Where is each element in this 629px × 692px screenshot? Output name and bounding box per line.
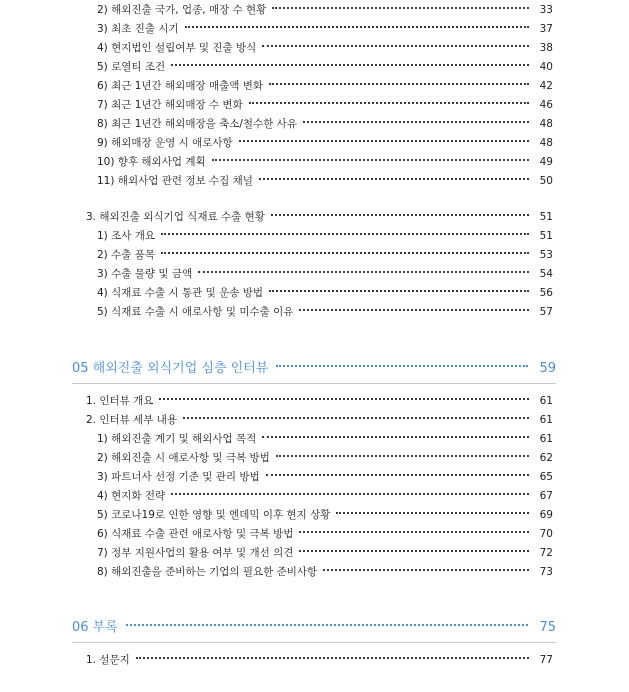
dot-leader — [272, 7, 529, 9]
toc-page-number: 61 — [539, 395, 553, 407]
dot-leader — [269, 290, 529, 292]
toc-entry-label: 4) 현지화 전략 — [97, 490, 166, 502]
dot-leader — [299, 550, 529, 552]
toc-page-number: 69 — [539, 509, 553, 521]
toc-entry[interactable] — [97, 174, 553, 188]
toc-entry[interactable] — [86, 413, 553, 427]
toc-page-number: 57 — [539, 306, 553, 318]
toc-page-number: 62 — [539, 452, 553, 464]
toc-entry[interactable] — [97, 79, 553, 93]
toc-entry-label: 5) 로열티 조건 — [97, 61, 166, 73]
dot-leader — [212, 159, 529, 161]
toc-entry-label: 2) 수출 품목 — [97, 249, 156, 261]
toc-section-heading[interactable] — [72, 620, 556, 636]
toc-entry[interactable] — [97, 117, 553, 131]
toc-entry-label: 3) 파트너사 선정 기준 및 관리 방법 — [97, 471, 260, 483]
toc-page-number: 37 — [539, 23, 553, 35]
toc-entry-label: 8) 최근 1년간 해외매장을 축소/철수한 사유 — [97, 118, 297, 130]
toc-page-number: 75 — [539, 620, 556, 635]
toc-entry[interactable] — [97, 508, 553, 522]
toc-entry[interactable] — [97, 22, 553, 36]
toc-entry-label: 5) 식재료 수출 시 애로사항 및 미수출 이유 — [97, 306, 294, 318]
toc-entry[interactable] — [97, 136, 553, 150]
dot-leader — [198, 271, 529, 273]
toc-entry-label: 3) 최초 진출 시기 — [97, 23, 179, 35]
toc-entry[interactable] — [97, 155, 553, 169]
toc-section-heading[interactable] — [72, 361, 556, 377]
toc-entry[interactable] — [97, 451, 553, 465]
toc-entry-label: 10) 향후 해외사업 계획 — [97, 156, 206, 168]
toc-entry[interactable] — [97, 565, 553, 579]
section-divider — [72, 383, 556, 384]
toc-entry-label: 6) 최근 1년간 해외매장 매출액 변화 — [97, 80, 264, 92]
toc-entry-label: 1) 해외진출 계기 및 해외사업 목적 — [97, 433, 257, 445]
toc-entry[interactable] — [86, 394, 553, 408]
dot-leader — [299, 309, 529, 311]
dot-leader — [159, 398, 529, 400]
toc-entry-label: 4) 현지법인 설립여부 및 진출 방식 — [97, 42, 257, 54]
toc-page-number: 67 — [539, 490, 553, 502]
toc-entry[interactable] — [86, 210, 553, 224]
toc-entry-label: 7) 정부 지원사업의 활용 여부 및 개선 의견 — [97, 547, 294, 559]
toc-entry-label: 1. 설문지 — [86, 654, 130, 666]
toc-entry[interactable] — [97, 489, 553, 503]
toc-page-number: 53 — [539, 249, 553, 261]
toc-page-number: 72 — [539, 547, 553, 559]
toc-page-number: 70 — [539, 528, 553, 540]
toc-page-number: 49 — [539, 156, 553, 168]
toc-page-number: 48 — [539, 137, 553, 149]
dot-leader — [266, 474, 529, 476]
toc-entry[interactable] — [97, 248, 553, 262]
dot-leader — [161, 233, 529, 235]
toc-page-number: 73 — [539, 566, 553, 578]
dot-leader — [239, 140, 529, 142]
toc-entry[interactable] — [97, 267, 553, 281]
toc-entry[interactable] — [97, 527, 553, 541]
toc-entry-label: 1. 인터뷰 개요 — [86, 395, 154, 407]
toc-entry-label: 4) 식재료 수출 시 통관 및 운송 방법 — [97, 287, 263, 299]
toc-page-number: 48 — [539, 118, 553, 130]
toc-entry-label: 8) 해외진출을 준비하는 기업의 필요한 준비사항 — [97, 566, 318, 578]
dot-leader — [323, 569, 529, 571]
dot-leader — [185, 26, 529, 28]
toc-page-number: 77 — [539, 654, 553, 666]
toc-entry-label: 06 부록 — [72, 620, 118, 635]
dot-leader — [171, 64, 529, 66]
dot-leader — [249, 102, 529, 104]
toc-page-number: 59 — [539, 361, 556, 376]
toc-page-number: 54 — [539, 268, 553, 280]
dot-leader — [262, 45, 529, 47]
dot-leader — [336, 512, 529, 514]
dot-leader — [171, 493, 529, 495]
toc-page-number: 61 — [539, 414, 553, 426]
dot-leader — [183, 417, 529, 419]
toc-entry-label: 3) 수출 물량 및 금액 — [97, 268, 193, 280]
toc-entry[interactable] — [97, 60, 553, 74]
toc-entry[interactable] — [97, 98, 553, 112]
toc-entry[interactable] — [97, 3, 553, 17]
dot-leader — [126, 624, 528, 626]
dot-leader — [136, 657, 529, 659]
toc-entry[interactable] — [97, 470, 553, 484]
toc-entry-label: 2. 인터뷰 세부 내용 — [86, 414, 178, 426]
toc-entry[interactable] — [86, 653, 553, 667]
toc-page-number: 40 — [539, 61, 553, 73]
toc-entry-label: 7) 최근 1년간 해외매장 수 변화 — [97, 99, 243, 111]
toc-entry-label: 11) 해외사업 관련 정보 수집 채널 — [97, 175, 253, 187]
dot-leader — [303, 121, 529, 123]
toc-entry[interactable] — [97, 229, 553, 243]
toc-entry-label: 1) 조사 개요 — [97, 230, 156, 242]
toc-entry[interactable] — [97, 432, 553, 446]
toc-entry[interactable] — [97, 305, 553, 319]
dot-leader — [269, 83, 529, 85]
dot-leader — [271, 214, 529, 216]
toc-page-number: 50 — [539, 175, 553, 187]
toc-entry-label: 2) 해외진출 국가, 업종, 매장 수 현황 — [97, 4, 267, 16]
toc-page-number: 51 — [539, 211, 553, 223]
toc-page-number: 56 — [539, 287, 553, 299]
toc-entry[interactable] — [97, 286, 553, 300]
toc-entry-label: 6) 식재료 수출 관련 애로사항 및 극복 방법 — [97, 528, 294, 540]
toc-entry-label: 5) 코로나19로 인한 영향 및 엔데믹 이후 현지 상황 — [97, 509, 331, 521]
toc-entry-label: 05 해외진출 외식기업 심층 인터뷰 — [72, 361, 269, 376]
dot-leader — [259, 178, 529, 180]
toc-entry-label: 3. 해외진출 외식기업 식재료 수출 현황 — [86, 211, 265, 223]
toc-page-number: 65 — [539, 471, 553, 483]
dot-leader — [299, 531, 529, 533]
toc-entry-label: 9) 해외매장 운영 시 애로사항 — [97, 137, 233, 149]
dot-leader — [161, 252, 529, 254]
toc-page-number: 61 — [539, 433, 553, 445]
toc-page-number: 38 — [539, 42, 553, 54]
toc-entry[interactable] — [97, 41, 553, 55]
toc-page-number: 51 — [539, 230, 553, 242]
dot-leader — [276, 365, 528, 367]
toc-entry-label: 2) 해외진출 시 애로사항 및 극복 방법 — [97, 452, 270, 464]
toc-page-number: 42 — [539, 80, 553, 92]
section-divider — [72, 642, 556, 643]
toc-page-number: 46 — [539, 99, 553, 111]
toc-page-number: 33 — [539, 4, 553, 16]
dot-leader — [276, 455, 529, 457]
toc-entry[interactable] — [97, 546, 553, 560]
dot-leader — [262, 436, 529, 438]
